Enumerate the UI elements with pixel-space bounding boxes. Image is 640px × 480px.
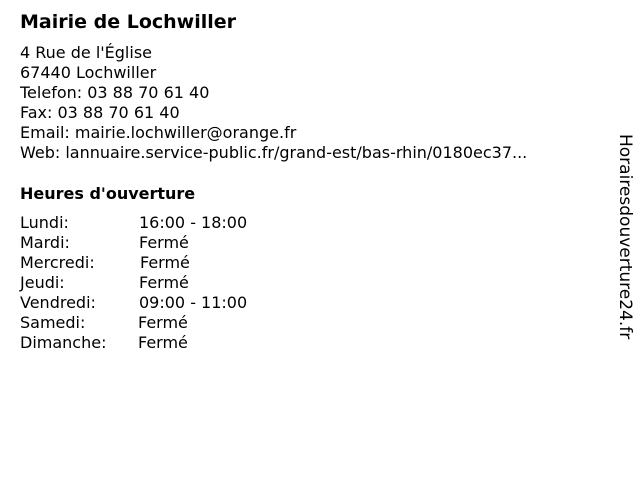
day-label: Dimanche: — [20, 333, 107, 352]
day-label: Jeudi: — [20, 273, 65, 292]
day-label: Samedi: — [20, 313, 86, 332]
day-label: Lundi: — [20, 213, 69, 232]
time-value: 09:00 - 11:00 — [139, 293, 248, 312]
time-value: Fermé — [140, 253, 190, 272]
fax-number: Fax: 03 88 70 61 40 — [20, 103, 180, 122]
time-value: Fermé — [139, 273, 189, 292]
page-title: Mairie de Lochwiller — [20, 11, 237, 33]
hours-row-sunday — [20, 333, 188, 353]
hours-row-tuesday — [20, 233, 189, 253]
opening-hours-table — [20, 213, 248, 353]
email-link[interactable]: Email: mairie.lochwiller@orange.fr — [20, 123, 297, 142]
phone-number[interactable]: Telefon: 03 88 70 61 40 — [20, 83, 210, 102]
time-value: Fermé — [139, 233, 189, 252]
day-label: Mardi: — [20, 233, 70, 252]
address-street: 4 Rue de l'Église — [20, 43, 152, 62]
time-value: Fermé — [138, 333, 188, 352]
hours-row-thursday — [20, 273, 189, 293]
time-value: Fermé — [138, 313, 188, 332]
hours-row-saturday — [20, 313, 188, 333]
opening-hours-heading: Heures d'ouverture — [20, 184, 196, 203]
day-label: Mercredi: — [20, 253, 95, 272]
address-city: 67440 Lochwiller — [20, 63, 157, 82]
contact-block — [20, 43, 527, 163]
hours-row-monday — [20, 213, 248, 233]
hours-row-friday — [20, 293, 248, 313]
hours-row-wednesday — [20, 253, 190, 273]
time-value: 16:00 - 18:00 — [139, 213, 248, 232]
site-brand-vertical: Horairesdouverture24.fr — [615, 134, 635, 340]
day-label: Vendredi: — [20, 293, 96, 312]
website-link[interactable]: Web: lannuaire.service-public.fr/grand-est/bas-rhin/0180ec37... — [20, 143, 528, 162]
